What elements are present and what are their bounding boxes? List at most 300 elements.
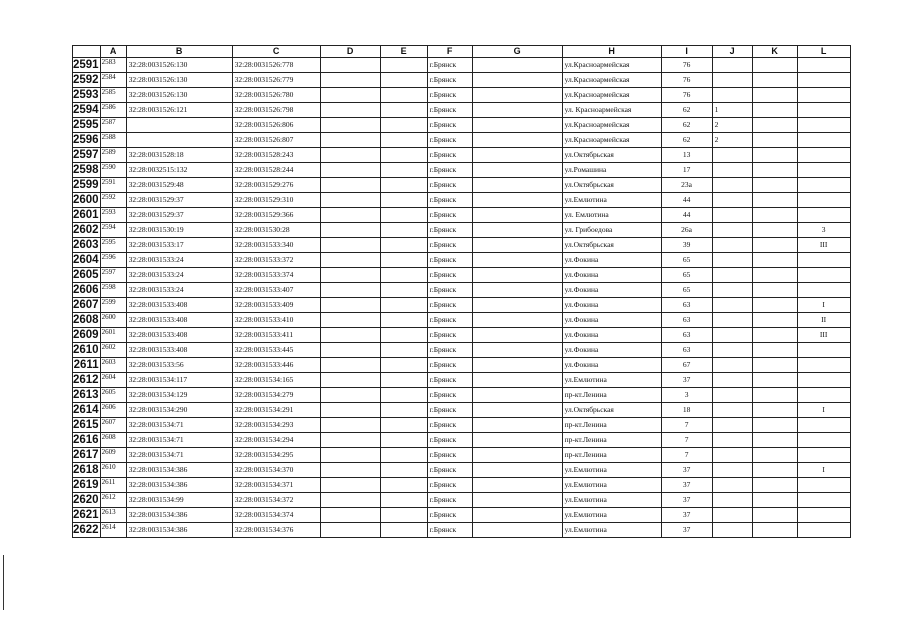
cell-k[interactable] [752, 148, 797, 163]
cell-i[interactable]: 62 [661, 118, 712, 133]
cell-b[interactable]: 32:28:0031529:37 [126, 208, 232, 223]
column-header-l[interactable]: L [797, 46, 850, 58]
cell-h[interactable]: ул.Красноармейская [562, 88, 661, 103]
cell-f[interactable]: г.Брянск [427, 178, 472, 193]
cell-h[interactable]: ул.Емлютина [562, 493, 661, 508]
cell-b[interactable]: 32:28:0031526:130 [126, 58, 232, 73]
cell-b[interactable] [126, 118, 232, 133]
cell-e[interactable] [380, 313, 427, 328]
cell-c[interactable]: 32:28:0031533:410 [232, 313, 320, 328]
cell-l[interactable] [797, 508, 850, 523]
cell-c[interactable]: 32:28:0031529:276 [232, 178, 320, 193]
cell-i[interactable]: 13 [661, 148, 712, 163]
cell-h[interactable]: ул.Емлютина [562, 508, 661, 523]
cell-a[interactable]: 2598 [100, 283, 126, 298]
cell-k[interactable] [752, 343, 797, 358]
cell-d[interactable] [320, 328, 380, 343]
cell-d[interactable] [320, 208, 380, 223]
cell-c[interactable]: 32:28:0031533:372 [232, 253, 320, 268]
cell-f[interactable]: г.Брянск [427, 238, 472, 253]
cell-g[interactable] [472, 283, 562, 298]
cell-f[interactable]: г.Брянск [427, 463, 472, 478]
cell-j[interactable]: 2 [712, 133, 752, 148]
cell-k[interactable] [752, 298, 797, 313]
cell-d[interactable] [320, 478, 380, 493]
cell-d[interactable] [320, 163, 380, 178]
cell-l[interactable] [797, 343, 850, 358]
cell-b[interactable]: 32:28:0031529:37 [126, 193, 232, 208]
cell-j[interactable]: 2 [712, 118, 752, 133]
cell-i[interactable]: 63 [661, 328, 712, 343]
row-number[interactable]: 2606 [73, 284, 99, 296]
cell-c[interactable]: 32:28:0031526:798 [232, 103, 320, 118]
cell-e[interactable] [380, 193, 427, 208]
cell-g[interactable] [472, 313, 562, 328]
row-number[interactable]: 2614 [73, 404, 99, 416]
cell-l[interactable] [797, 73, 850, 88]
row-number[interactable]: 2619 [73, 479, 99, 491]
cell-c[interactable]: 32:28:0031534:372 [232, 493, 320, 508]
cell-a[interactable]: 2590 [100, 163, 126, 178]
cell-e[interactable] [380, 148, 427, 163]
cell-k[interactable] [752, 223, 797, 238]
cell-b[interactable]: 32:28:0031534:290 [126, 403, 232, 418]
column-header-i[interactable]: I [661, 46, 712, 58]
cell-i[interactable]: 44 [661, 193, 712, 208]
cell-b[interactable]: 32:28:0031526:130 [126, 73, 232, 88]
cell-c[interactable]: 32:28:0031534:374 [232, 508, 320, 523]
cell-a[interactable]: 2589 [100, 148, 126, 163]
cell-k[interactable] [752, 448, 797, 463]
cell-c[interactable]: 32:28:0031526:807 [232, 133, 320, 148]
cell-e[interactable] [380, 358, 427, 373]
cell-d[interactable] [320, 508, 380, 523]
cell-j[interactable] [712, 73, 752, 88]
cell-f[interactable]: г.Брянск [427, 268, 472, 283]
row-number[interactable]: 2618 [73, 464, 99, 476]
cell-l[interactable] [797, 478, 850, 493]
cell-g[interactable] [472, 178, 562, 193]
cell-l[interactable] [797, 418, 850, 433]
column-header-h[interactable]: H [562, 46, 661, 58]
cell-h[interactable]: пр-кт.Ленина [562, 448, 661, 463]
cell-e[interactable] [380, 463, 427, 478]
cell-l[interactable] [797, 193, 850, 208]
cell-f[interactable]: г.Брянск [427, 103, 472, 118]
cell-a[interactable]: 2595 [100, 238, 126, 253]
cell-a[interactable]: 2599 [100, 298, 126, 313]
row-number[interactable]: 2607 [73, 299, 99, 311]
cell-c[interactable]: 32:28:0031534:371 [232, 478, 320, 493]
cell-l[interactable] [797, 373, 850, 388]
cell-i[interactable]: 62 [661, 103, 712, 118]
cell-j[interactable] [712, 523, 752, 538]
cell-a[interactable]: 2602 [100, 343, 126, 358]
cell-d[interactable] [320, 463, 380, 478]
cell-e[interactable] [380, 373, 427, 388]
cell-j[interactable] [712, 373, 752, 388]
cell-h[interactable]: ул.Емлютина [562, 193, 661, 208]
cell-a[interactable]: 2606 [100, 403, 126, 418]
cell-f[interactable]: г.Брянск [427, 133, 472, 148]
cell-i[interactable]: 37 [661, 463, 712, 478]
cell-f[interactable]: г.Брянск [427, 388, 472, 403]
cell-h[interactable]: ул. Емлютина [562, 208, 661, 223]
cell-d[interactable] [320, 448, 380, 463]
cell-h[interactable]: ул.Фокина [562, 298, 661, 313]
cell-l[interactable] [797, 523, 850, 538]
cell-h[interactable]: ул. Красноармейская [562, 103, 661, 118]
cell-i[interactable]: 65 [661, 283, 712, 298]
cell-d[interactable] [320, 58, 380, 73]
row-number[interactable]: 2594 [73, 104, 99, 116]
row-number[interactable]: 2596 [73, 134, 99, 146]
cell-d[interactable] [320, 433, 380, 448]
cell-e[interactable] [380, 433, 427, 448]
row-number[interactable]: 2600 [73, 194, 99, 206]
cell-k[interactable] [752, 313, 797, 328]
cell-l[interactable]: III [797, 328, 850, 343]
cell-k[interactable] [752, 433, 797, 448]
cell-c[interactable]: 32:28:0031534:376 [232, 523, 320, 538]
cell-j[interactable] [712, 328, 752, 343]
cell-e[interactable] [380, 118, 427, 133]
cell-d[interactable] [320, 403, 380, 418]
cell-j[interactable] [712, 343, 752, 358]
cell-c[interactable]: 32:28:0031526:778 [232, 58, 320, 73]
cell-j[interactable] [712, 388, 752, 403]
cell-b[interactable]: 32:28:0031533:408 [126, 328, 232, 343]
cell-j[interactable] [712, 298, 752, 313]
row-number[interactable]: 2610 [73, 344, 99, 356]
cell-j[interactable] [712, 163, 752, 178]
cell-g[interactable] [472, 88, 562, 103]
cell-c[interactable]: 32:28:0031528:244 [232, 163, 320, 178]
cell-e[interactable] [380, 238, 427, 253]
cell-e[interactable] [380, 493, 427, 508]
column-header-a[interactable]: A [100, 46, 126, 58]
cell-f[interactable]: г.Брянск [427, 313, 472, 328]
cell-j[interactable] [712, 253, 752, 268]
column-header-e[interactable]: E [380, 46, 427, 58]
cell-l[interactable] [797, 388, 850, 403]
cell-c[interactable]: 32:28:0031534:291 [232, 403, 320, 418]
cell-b[interactable]: 32:28:0031533:24 [126, 268, 232, 283]
cell-d[interactable] [320, 88, 380, 103]
cell-j[interactable] [712, 448, 752, 463]
cell-k[interactable] [752, 268, 797, 283]
cell-j[interactable] [712, 493, 752, 508]
cell-g[interactable] [472, 118, 562, 133]
cell-f[interactable]: г.Брянск [427, 523, 472, 538]
row-number[interactable]: 2608 [73, 314, 99, 326]
cell-e[interactable] [380, 403, 427, 418]
cell-a[interactable]: 2592 [100, 193, 126, 208]
cell-c[interactable]: 32:28:0031534:293 [232, 418, 320, 433]
corner-cell[interactable] [73, 46, 101, 58]
row-number[interactable]: 2593 [73, 89, 99, 101]
cell-e[interactable] [380, 88, 427, 103]
cell-e[interactable] [380, 223, 427, 238]
cell-a[interactable]: 2585 [100, 88, 126, 103]
cell-g[interactable] [472, 238, 562, 253]
cell-k[interactable] [752, 103, 797, 118]
cell-g[interactable] [472, 418, 562, 433]
cell-g[interactable] [472, 523, 562, 538]
cell-b[interactable]: 32:28:0031533:17 [126, 238, 232, 253]
cell-f[interactable]: г.Брянск [427, 493, 472, 508]
cell-d[interactable] [320, 178, 380, 193]
cell-l[interactable]: I [797, 403, 850, 418]
cell-j[interactable] [712, 313, 752, 328]
cell-e[interactable] [380, 58, 427, 73]
cell-h[interactable]: ул.Емлютина [562, 463, 661, 478]
cell-a[interactable]: 2601 [100, 328, 126, 343]
cell-k[interactable] [752, 493, 797, 508]
row-number[interactable]: 2622 [73, 524, 99, 536]
cell-i[interactable]: 7 [661, 433, 712, 448]
cell-l[interactable] [797, 103, 850, 118]
cell-e[interactable] [380, 343, 427, 358]
cell-e[interactable] [380, 523, 427, 538]
cell-e[interactable] [380, 508, 427, 523]
cell-g[interactable] [472, 163, 562, 178]
cell-d[interactable] [320, 298, 380, 313]
cell-f[interactable]: г.Брянск [427, 283, 472, 298]
row-number[interactable]: 2599 [73, 179, 99, 191]
cell-d[interactable] [320, 373, 380, 388]
cell-b[interactable]: 32:28:0031533:408 [126, 298, 232, 313]
cell-a[interactable]: 2600 [100, 313, 126, 328]
cell-e[interactable] [380, 328, 427, 343]
cell-k[interactable] [752, 523, 797, 538]
row-number[interactable]: 2612 [73, 374, 99, 386]
cell-b[interactable]: 32:28:0031533:24 [126, 253, 232, 268]
cell-i[interactable]: 65 [661, 253, 712, 268]
cell-k[interactable] [752, 373, 797, 388]
cell-f[interactable]: г.Брянск [427, 508, 472, 523]
cell-d[interactable] [320, 223, 380, 238]
cell-l[interactable]: II [797, 313, 850, 328]
cell-i[interactable]: 39 [661, 238, 712, 253]
column-header-g[interactable]: G [472, 46, 562, 58]
cell-l[interactable] [797, 178, 850, 193]
cell-k[interactable] [752, 283, 797, 298]
cell-d[interactable] [320, 118, 380, 133]
cell-a[interactable]: 2583 [100, 58, 126, 73]
cell-c[interactable]: 32:28:0031533:374 [232, 268, 320, 283]
cell-f[interactable]: г.Брянск [427, 58, 472, 73]
cell-j[interactable] [712, 268, 752, 283]
cell-a[interactable]: 2612 [100, 493, 126, 508]
column-header-k[interactable]: K [752, 46, 797, 58]
cell-f[interactable]: г.Брянск [427, 163, 472, 178]
cell-d[interactable] [320, 493, 380, 508]
cell-h[interactable]: пр-кт.Ленина [562, 388, 661, 403]
cell-c[interactable]: 32:28:0031530:28 [232, 223, 320, 238]
row-number[interactable]: 2617 [73, 449, 99, 461]
cell-a[interactable]: 2597 [100, 268, 126, 283]
cell-f[interactable]: г.Брянск [427, 253, 472, 268]
cell-a[interactable]: 2611 [100, 478, 126, 493]
cell-b[interactable]: 32:28:0031534:129 [126, 388, 232, 403]
cell-k[interactable] [752, 118, 797, 133]
cell-g[interactable] [472, 373, 562, 388]
cell-f[interactable]: г.Брянск [427, 193, 472, 208]
cell-j[interactable] [712, 478, 752, 493]
cell-k[interactable] [752, 463, 797, 478]
cell-f[interactable]: г.Брянск [427, 478, 472, 493]
cell-f[interactable]: г.Брянск [427, 148, 472, 163]
cell-l[interactable] [797, 58, 850, 73]
cell-i[interactable]: 63 [661, 313, 712, 328]
cell-e[interactable] [380, 298, 427, 313]
cell-i[interactable]: 65 [661, 268, 712, 283]
cell-c[interactable]: 32:28:0031534:294 [232, 433, 320, 448]
cell-c[interactable]: 32:28:0031533:445 [232, 343, 320, 358]
row-number[interactable]: 2621 [73, 509, 99, 521]
row-number[interactable]: 2598 [73, 164, 99, 176]
cell-h[interactable]: ул.Фокина [562, 283, 661, 298]
cell-c[interactable]: 32:28:0031528:243 [232, 148, 320, 163]
cell-d[interactable] [320, 343, 380, 358]
row-number[interactable]: 2613 [73, 389, 99, 401]
cell-h[interactable]: ул.Фокина [562, 268, 661, 283]
cell-g[interactable] [472, 58, 562, 73]
cell-g[interactable] [472, 298, 562, 313]
cell-a[interactable]: 2588 [100, 133, 126, 148]
cell-k[interactable] [752, 58, 797, 73]
cell-h[interactable]: ул.Фокина [562, 313, 661, 328]
cell-k[interactable] [752, 208, 797, 223]
cell-b[interactable]: 32:28:0031534:386 [126, 523, 232, 538]
cell-c[interactable]: 32:28:0031526:806 [232, 118, 320, 133]
cell-h[interactable]: ул.Фокина [562, 343, 661, 358]
cell-h[interactable]: ул.Фокина [562, 328, 661, 343]
cell-d[interactable] [320, 73, 380, 88]
cell-a[interactable]: 2613 [100, 508, 126, 523]
cell-l[interactable] [797, 208, 850, 223]
cell-i[interactable]: 26а [661, 223, 712, 238]
cell-f[interactable]: г.Брянск [427, 403, 472, 418]
cell-j[interactable] [712, 238, 752, 253]
cell-i[interactable]: 23а [661, 178, 712, 193]
cell-h[interactable]: ул.Фокина [562, 253, 661, 268]
cell-e[interactable] [380, 268, 427, 283]
cell-b[interactable]: 32:28:0031534:71 [126, 418, 232, 433]
cell-b[interactable]: 32:28:0031534:117 [126, 373, 232, 388]
cell-i[interactable]: 3 [661, 388, 712, 403]
cell-e[interactable] [380, 178, 427, 193]
cell-i[interactable]: 76 [661, 88, 712, 103]
cell-l[interactable] [797, 268, 850, 283]
cell-d[interactable] [320, 313, 380, 328]
cell-f[interactable]: г.Брянск [427, 328, 472, 343]
column-header-c[interactable]: C [232, 46, 320, 58]
cell-a[interactable]: 2607 [100, 418, 126, 433]
cell-h[interactable]: ул.Октябрьская [562, 403, 661, 418]
cell-h[interactable]: ул. Грибоедова [562, 223, 661, 238]
cell-l[interactable]: 3 [797, 223, 850, 238]
column-header-d[interactable]: D [320, 46, 380, 58]
cell-a[interactable]: 2608 [100, 433, 126, 448]
cell-b[interactable]: 32:28:0031526:130 [126, 88, 232, 103]
cell-g[interactable] [472, 73, 562, 88]
cell-k[interactable] [752, 163, 797, 178]
cell-k[interactable] [752, 133, 797, 148]
cell-e[interactable] [380, 283, 427, 298]
cell-l[interactable] [797, 283, 850, 298]
cell-a[interactable]: 2609 [100, 448, 126, 463]
column-header-f[interactable]: F [427, 46, 472, 58]
cell-i[interactable]: 76 [661, 58, 712, 73]
cell-l[interactable] [797, 118, 850, 133]
column-header-b[interactable]: B [126, 46, 232, 58]
cell-c[interactable]: 32:28:0031534:295 [232, 448, 320, 463]
cell-g[interactable] [472, 433, 562, 448]
cell-d[interactable] [320, 133, 380, 148]
cell-c[interactable]: 32:28:0031533:446 [232, 358, 320, 373]
cell-i[interactable]: 7 [661, 418, 712, 433]
cell-b[interactable]: 32:28:0031534:71 [126, 448, 232, 463]
cell-j[interactable]: 1 [712, 103, 752, 118]
cell-k[interactable] [752, 73, 797, 88]
cell-l[interactable] [797, 88, 850, 103]
row-number[interactable]: 2604 [73, 254, 99, 266]
cell-l[interactable] [797, 433, 850, 448]
cell-i[interactable]: 37 [661, 373, 712, 388]
cell-f[interactable]: г.Брянск [427, 433, 472, 448]
row-number[interactable]: 2605 [73, 269, 99, 281]
cell-e[interactable] [380, 478, 427, 493]
cell-j[interactable] [712, 88, 752, 103]
cell-g[interactable] [472, 448, 562, 463]
cell-b[interactable]: 32:28:0031533:24 [126, 283, 232, 298]
cell-g[interactable] [472, 478, 562, 493]
cell-c[interactable]: 32:28:0031533:409 [232, 298, 320, 313]
cell-b[interactable]: 32:28:0031529:48 [126, 178, 232, 193]
cell-a[interactable]: 2591 [100, 178, 126, 193]
cell-f[interactable]: г.Брянск [427, 373, 472, 388]
cell-l[interactable] [797, 163, 850, 178]
cell-f[interactable]: г.Брянск [427, 73, 472, 88]
cell-f[interactable]: г.Брянск [427, 298, 472, 313]
cell-c[interactable]: 32:28:0031529:310 [232, 193, 320, 208]
cell-l[interactable] [797, 358, 850, 373]
cell-e[interactable] [380, 448, 427, 463]
row-number[interactable]: 2616 [73, 434, 99, 446]
cell-k[interactable] [752, 253, 797, 268]
cell-b[interactable]: 32:28:0031533:56 [126, 358, 232, 373]
cell-i[interactable]: 17 [661, 163, 712, 178]
cell-g[interactable] [472, 148, 562, 163]
cell-g[interactable] [472, 253, 562, 268]
cell-k[interactable] [752, 178, 797, 193]
cell-g[interactable] [472, 508, 562, 523]
cell-j[interactable] [712, 463, 752, 478]
cell-a[interactable]: 2587 [100, 118, 126, 133]
cell-f[interactable]: г.Брянск [427, 358, 472, 373]
cell-d[interactable] [320, 523, 380, 538]
cell-a[interactable]: 2614 [100, 523, 126, 538]
cell-i[interactable]: 63 [661, 298, 712, 313]
cell-j[interactable] [712, 148, 752, 163]
cell-f[interactable]: г.Брянск [427, 118, 472, 133]
cell-e[interactable] [380, 133, 427, 148]
cell-e[interactable] [380, 253, 427, 268]
cell-b[interactable]: 32:28:0031534:386 [126, 508, 232, 523]
cell-a[interactable]: 2594 [100, 223, 126, 238]
